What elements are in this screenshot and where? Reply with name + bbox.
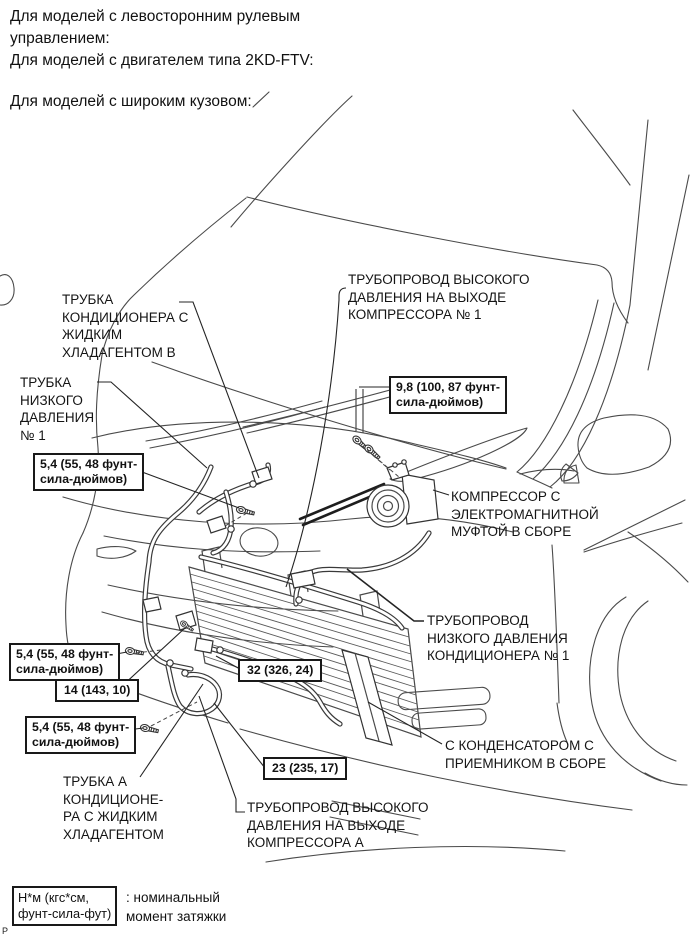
label-liquid-tube-b: ТРУБКА КОНДИЦИОНЕРА С ЖИДКИМ ХЛАДАГЕНТОМ B [62, 292, 189, 360]
torque-box-5-4-top: 5,4 (55, 48 фунт- сила-дюймов) [33, 453, 144, 491]
torque-box-5-4-middle: 5,4 (55, 48 фунт- сила-дюймов) [9, 643, 120, 681]
label-low-pressure-tube-1: ТРУБКА НИЗКОГО ДАВЛЕНИЯ № 1 [20, 375, 95, 443]
intro-line-engine-type: Для моделей с двигателем типа 2KD-FTV: [10, 52, 314, 69]
bolt-icon [140, 724, 159, 735]
torque-box-9-8: 9,8 (100, 87 фунт- сила-дюймов) [389, 376, 507, 414]
label-compressor: КОМПРЕССОР С ЭЛЕКТРОМАГНИТНОЙ МУФТОЙ В СБОРЕ [451, 489, 599, 539]
page-mark: P [2, 926, 9, 936]
torque-box-32: 32 (326, 24) [238, 659, 322, 682]
label-liquid-tube-a: ТРУБКА A КОНДИЦИОНЕ- РА С ЖИДКИМ ХЛАДАГЕНТОМ [63, 774, 164, 842]
grille-emblem [238, 525, 280, 558]
label-condenser-receiver: С КОНДЕНСАТОРОМ С ПРИЕМНИКОМ В СБОРЕ [445, 738, 607, 771]
bolt-icon [236, 506, 255, 517]
torque-box-23: 23 (235, 17) [263, 757, 347, 780]
label-high-pressure-pipe-1: ТРУБОПРОВОД ВЫСОКОГО ДАВЛЕНИЯ НА ВЫХОДЕ КОМПРЕССОРА № 1 [348, 272, 530, 322]
torque-box-5-4-bottom: 5,4 (55, 48 фунт- сила-дюймов) [25, 716, 136, 754]
legend-description: : номинальный момент затяжки [126, 890, 227, 924]
bolt-icon [363, 443, 381, 460]
label-high-pressure-pipe-a: ТРУБОПРОВОД ВЫСОКОГО ДАВЛЕНИЯ НА ВЫХОДЕ КОМПРЕССОРА A [247, 800, 429, 850]
compressor-pulley [367, 485, 409, 527]
legend-units-box: Н*м (кгс*см, фунт-сила-фут) [12, 886, 117, 926]
bolt-icon [125, 647, 144, 657]
label-low-pressure-pipe-1: ТРУБОПРОВОД НИЗКОГО ДАВЛЕНИЯ КОНДИЦИОНЕРА № 1 [427, 613, 570, 663]
receiver-drier [342, 650, 392, 745]
side-mirror [561, 415, 671, 483]
intro-line-left-hand-drive: Для моделей с левосторонним рулевым управлением: [10, 8, 301, 47]
car-body-outline [0, 92, 689, 723]
intro-line-wide-body: Для моделей с широким кузовом: [10, 93, 252, 110]
torque-box-14: 14 (143, 10) [55, 679, 139, 702]
